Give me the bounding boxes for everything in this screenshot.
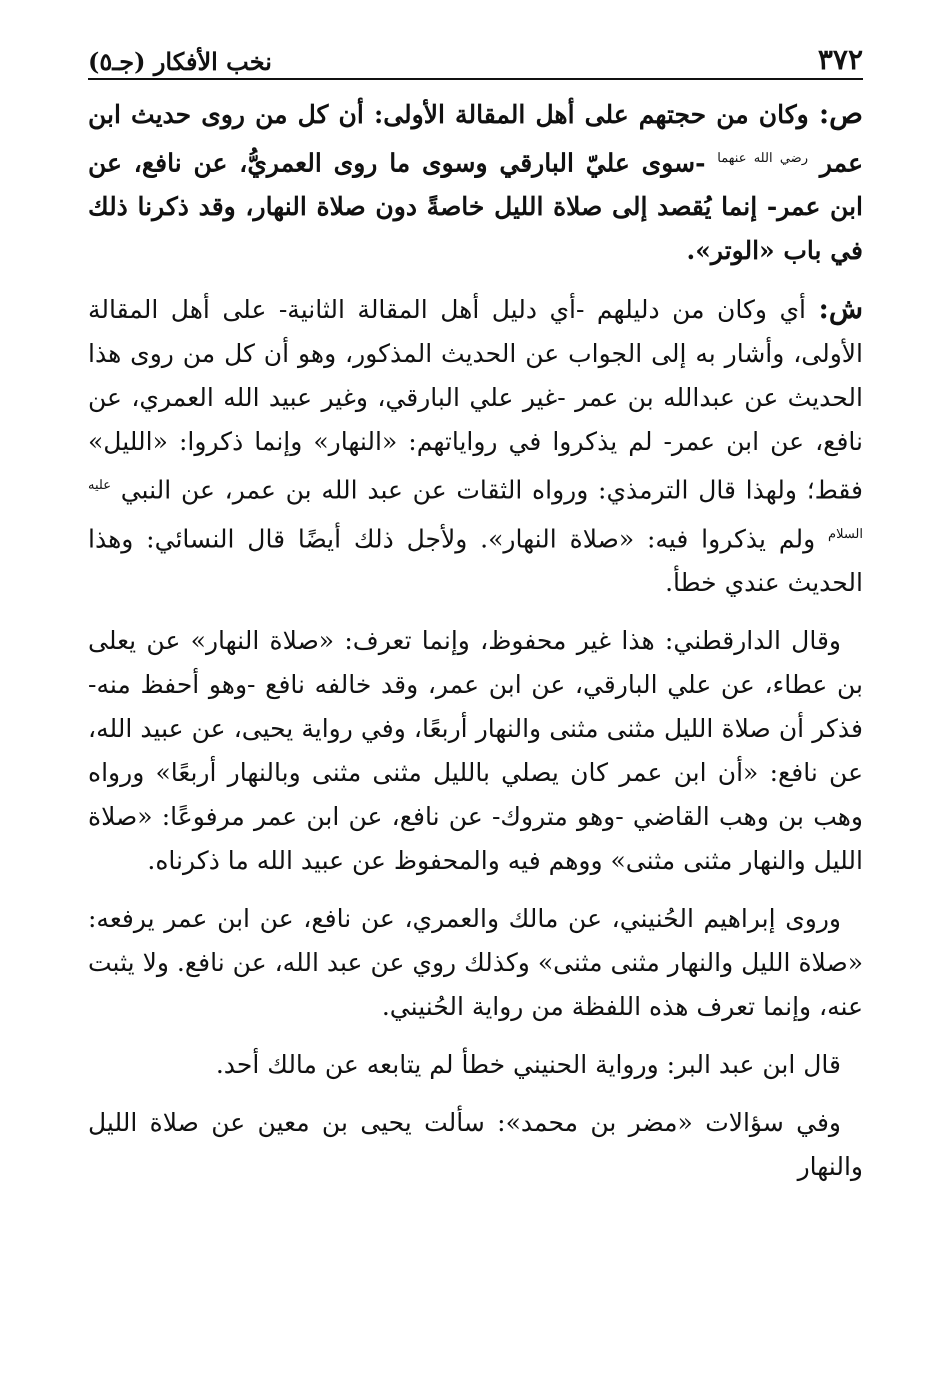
- matn-text-part-2: -سوى عليّ البارقي وسوى ما روى العمريُّ، عن نافع، عن ابن عمر- إنما يُقصد إلى صلاة الليل خاصةً دون صلاة النهار، وقد ذكرنا ذلك في باب «الوتر».: [88, 148, 863, 266]
- paragraph-daraqutni: وقال الدارقطني: هذا غير محفوظ، وإنما تعرف: «صلاة النهار» عن يعلى بن عطاء، عن علي البارقي، عن ابن عمر، وقد خالفه نافع -وهو أحفظ منه- فذكر أن صلاة الليل مثنى مثنى والنهار أربعًا، وفي رواية يحيى، عن عبيد الله، عن نافع: «أن ابن عمر كان يصلي بالليل مثنى مثنى وبالنهار أربعًا» ورواه وهب بن وهب القاضي -وهو متروك- عن نافع، عن ابن عمر مرفوعًا: «صلاة الليل والنهار مثنى مثنى» ووهم فيه والمحفوظ عن عبيد الله ما ذكرناه.: [88, 625, 863, 875]
- honorific-radiallahu-anhuma: رضي الله عنهما: [717, 151, 808, 166]
- paragraph-sharh: [88, 287, 863, 605]
- paragraph-matn: [88, 92, 863, 273]
- page-number: ٣٧٢: [817, 43, 863, 76]
- matn-marker: ص:: [818, 97, 863, 130]
- page-content: [88, 92, 863, 1189]
- sharh-text-part-1: أي وكان من دليلهم -أي دليل أهل المقالة الثانية- على أهل المقالة الأولى، وأشار به إلى الجواب عن الحديث المذكور، وهو أن كل من روى هذا الحديث عن عبدالله بن عمر -غير علي البارقي، وغير عبيد الله العمري، عن نافع، عن ابن عمر- لم يذكروا في رواياتهم: «النهار» وإنما ذكروا: «الليل» فقط؛ ولهذا قال الترمذي: ورواه الثقات عن عبد الله بن عمر، عن النبي: [88, 295, 863, 505]
- paragraph-hunayni: وروى إبراهيم الحُنيني، عن مالك والعمري، عن نافع، عن ابن عمر يرفعه: «صلاة الليل والنهار مثنى مثنى» وكذلك روي عن عبد الله، عن نافع. ولا يثبت عنه، وإنما تعرف هذه اللفظة من رواية الحُنيني.: [88, 903, 863, 1021]
- sharh-text-part-2: ولم يذكروا فيه: «صلاة النهار». ولأجل ذلك أيضًا قال النسائي: وهذا الحديث عندي خطأ.: [88, 523, 863, 597]
- honorific-alayhi-assalam: عليه السلام: [88, 478, 863, 542]
- book-title: نخب الأفكار (جـ٥): [88, 47, 272, 76]
- sharh-marker: ش:: [818, 292, 863, 326]
- running-header: [88, 38, 863, 80]
- matn-text-part-1: وكان من حجتهم على أهل المقالة الأولى: أن كل من روى حديث ابن عمر: [88, 100, 863, 178]
- paragraph-ibn-abd-al-barr: قال ابن عبد البر: ورواية الحنيني خطأ لم يتابعه عن مالك أحد.: [215, 1049, 841, 1079]
- book-page: [88, 38, 863, 1203]
- paragraph-mudar-questions: وفي سؤالات «مضر بن محمد»: سألت يحيى بن معين عن صلاة الليل والنهار: [88, 1107, 863, 1181]
